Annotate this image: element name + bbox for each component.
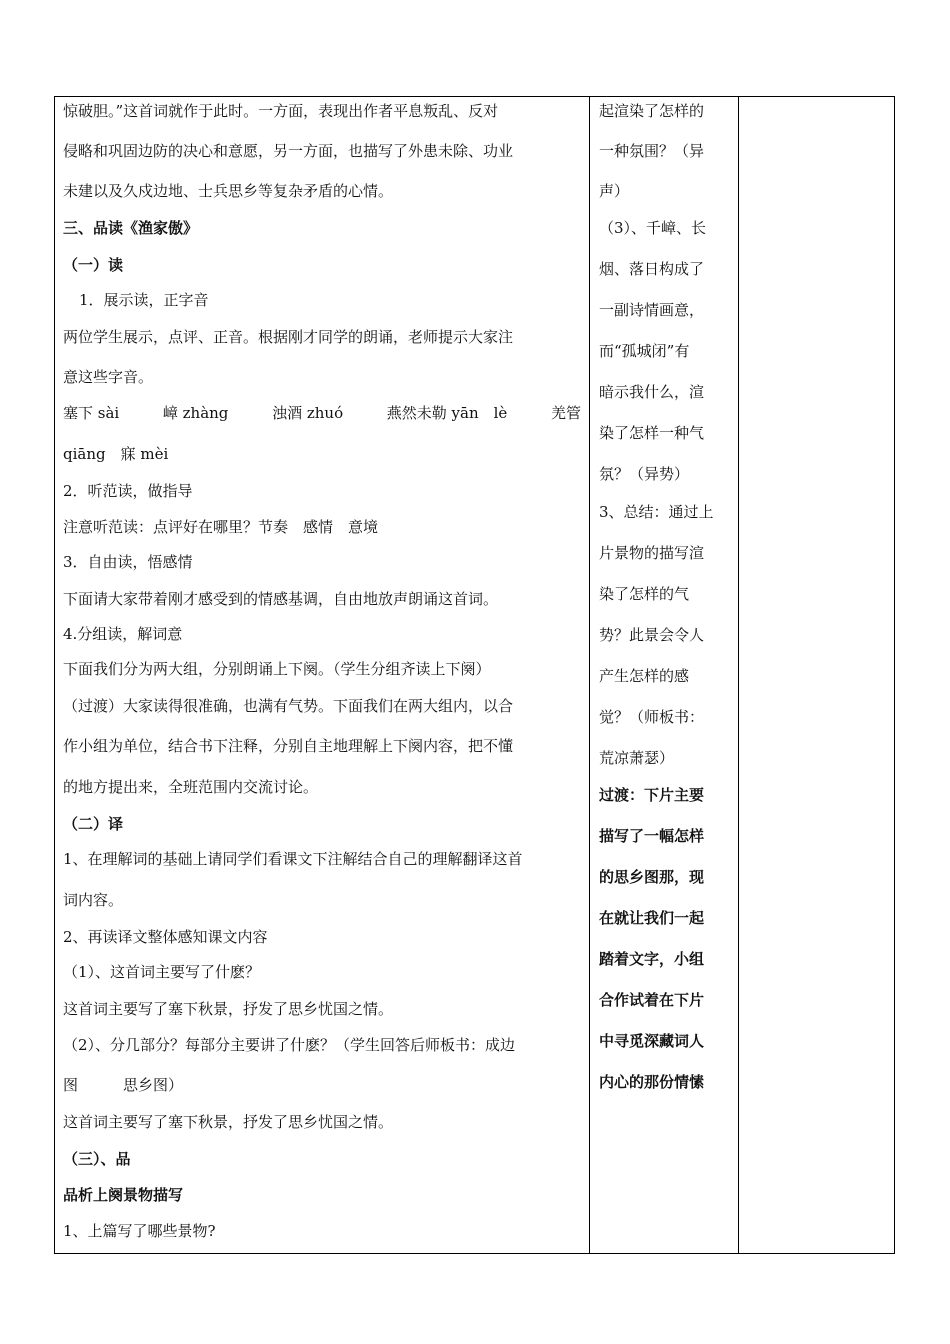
text-line: 2．听范读，做指导 xyxy=(63,482,193,500)
transition-note-line: 踏着文字，小组 xyxy=(599,950,705,968)
note-line: 而“孤城闭”有 xyxy=(599,342,690,360)
note-line: 片景物的描写渲 xyxy=(599,544,705,562)
text-line: 1．展示读，正字音 xyxy=(79,291,209,309)
transition-note-line: 描写了一幅怎样 xyxy=(599,827,705,845)
lesson-table xyxy=(54,96,895,1254)
note-line: 声） xyxy=(599,182,630,200)
note-line: 觉？（师板书： xyxy=(599,708,705,726)
subsection-heading: 品析上阕景物描写 xyxy=(63,1186,184,1204)
note-line: 势？此景会令人 xyxy=(599,626,705,644)
note-line: 产生怎样的感 xyxy=(599,667,690,685)
note-line: 烟、落日构成了 xyxy=(599,260,705,278)
text-line: 这首词主要写了塞下秋景，抒发了思乡忧国之情。 xyxy=(63,1000,394,1018)
text-line: 这首词主要写了塞下秋景，抒发了思乡忧国之情。 xyxy=(63,1113,394,1131)
text-line: 的地方提出来，全班范围内交流讨论。 xyxy=(63,778,319,796)
text-line: 注意听范读：点评好在哪里？节奏 感情 意境 xyxy=(63,518,379,536)
note-line: 一种氛围？（异 xyxy=(599,142,705,160)
text-line: 意这些字音。 xyxy=(63,368,154,386)
note-line: 一副诗情画意， xyxy=(599,301,705,319)
pron-item: 浊酒 zhuó xyxy=(272,404,344,422)
transition-note-line: 在就让我们一起 xyxy=(599,909,705,927)
text-line: 未建以及久戍边地、士兵思乡等复杂矛盾的心情。 xyxy=(63,182,394,200)
text-line: 惊破胆。”这首词就作于此时。一方面，表现出作者平息叛乱、反对 xyxy=(63,102,499,120)
transition-note-line: 合作试着在下片 xyxy=(599,991,705,1009)
text-line: （2）、分几部分？每部分主要讲了什麽？（学生回答后师板书：成边 xyxy=(63,1036,516,1054)
transition-note-line: 过渡：下片主要 xyxy=(599,786,705,804)
note-line: （3）、千嶂、长 xyxy=(599,219,707,237)
text-line: 两位学生展示，点评、正音。根据刚才同学的朗诵，老师提示大家注 xyxy=(63,328,514,346)
main-content-column xyxy=(55,97,590,1253)
pronunciation-line xyxy=(63,403,581,423)
transition-note-line: 的思乡图那，现 xyxy=(599,868,705,886)
note-line: 起渲染了怎样的 xyxy=(599,102,705,120)
text-line: 图 思乡图） xyxy=(63,1076,184,1094)
text-line: 下面请大家带着刚才感受到的情感基调，自由地放声朗诵这首词。 xyxy=(63,590,499,608)
note-line: 荒凉萧瑟） xyxy=(599,749,675,767)
subsection-heading: （一）读 xyxy=(63,256,124,274)
transition-note-line: 内心的那份情愫 xyxy=(599,1073,705,1091)
text-line: 下面我们分为两大组，分别朗诵上下阕。（学生分组齐读上下阕） xyxy=(63,660,491,678)
pron-item: 嶂 zhàng xyxy=(162,404,229,422)
text-line: 2、再读译文整体感知课文内容 xyxy=(63,928,268,946)
section-heading: 三、品读《渔家傲》 xyxy=(63,219,199,237)
text-line: 1、在理解词的基础上请同学们看课文下注解结合自己的理解翻译这首 xyxy=(63,850,523,868)
teacher-notes-column xyxy=(589,97,739,1253)
note-line: 染了怎样的气 xyxy=(599,585,690,603)
text-line: 4.分组读，解词意 xyxy=(63,625,183,643)
note-line: 氛？（异势） xyxy=(599,465,690,483)
note-line: 染了怎样一种气 xyxy=(599,424,705,442)
pron-item: 羌管 xyxy=(550,404,581,422)
text-line: 侵略和巩固边防的决心和意愿，另一方面，也描写了外患未除、功业 xyxy=(63,142,514,160)
text-line: （过渡）大家读得很准确，也满有气势。下面我们在两大组内，以合 xyxy=(63,697,514,715)
subsection-heading: （二）译 xyxy=(63,815,124,833)
subsection-heading: （三）、品 xyxy=(63,1150,131,1168)
text-line: 3．自由读，悟感情 xyxy=(63,553,193,571)
text-line: 词内容。 xyxy=(63,891,124,909)
transition-note-line: 中寻觅深藏词人 xyxy=(599,1032,705,1050)
pron-item: 燕然未勒 yān lè xyxy=(386,404,508,422)
pronunciation-line: qiāng 寐 mèi xyxy=(63,445,169,463)
text-line: （1）、这首词主要写了什麽？ xyxy=(63,963,261,981)
pron-item: 塞下 sài xyxy=(63,404,120,422)
note-line: 3、总结：通过上 xyxy=(599,503,714,521)
note-line: 暗示我什么，渲 xyxy=(599,383,705,401)
text-line: 作小组为单位，结合书下注释，分别自主地理解上下阕内容，把不懂 xyxy=(63,737,514,755)
blank-column xyxy=(738,97,894,1253)
text-line: 1、上篇写了哪些景物? xyxy=(63,1222,216,1240)
